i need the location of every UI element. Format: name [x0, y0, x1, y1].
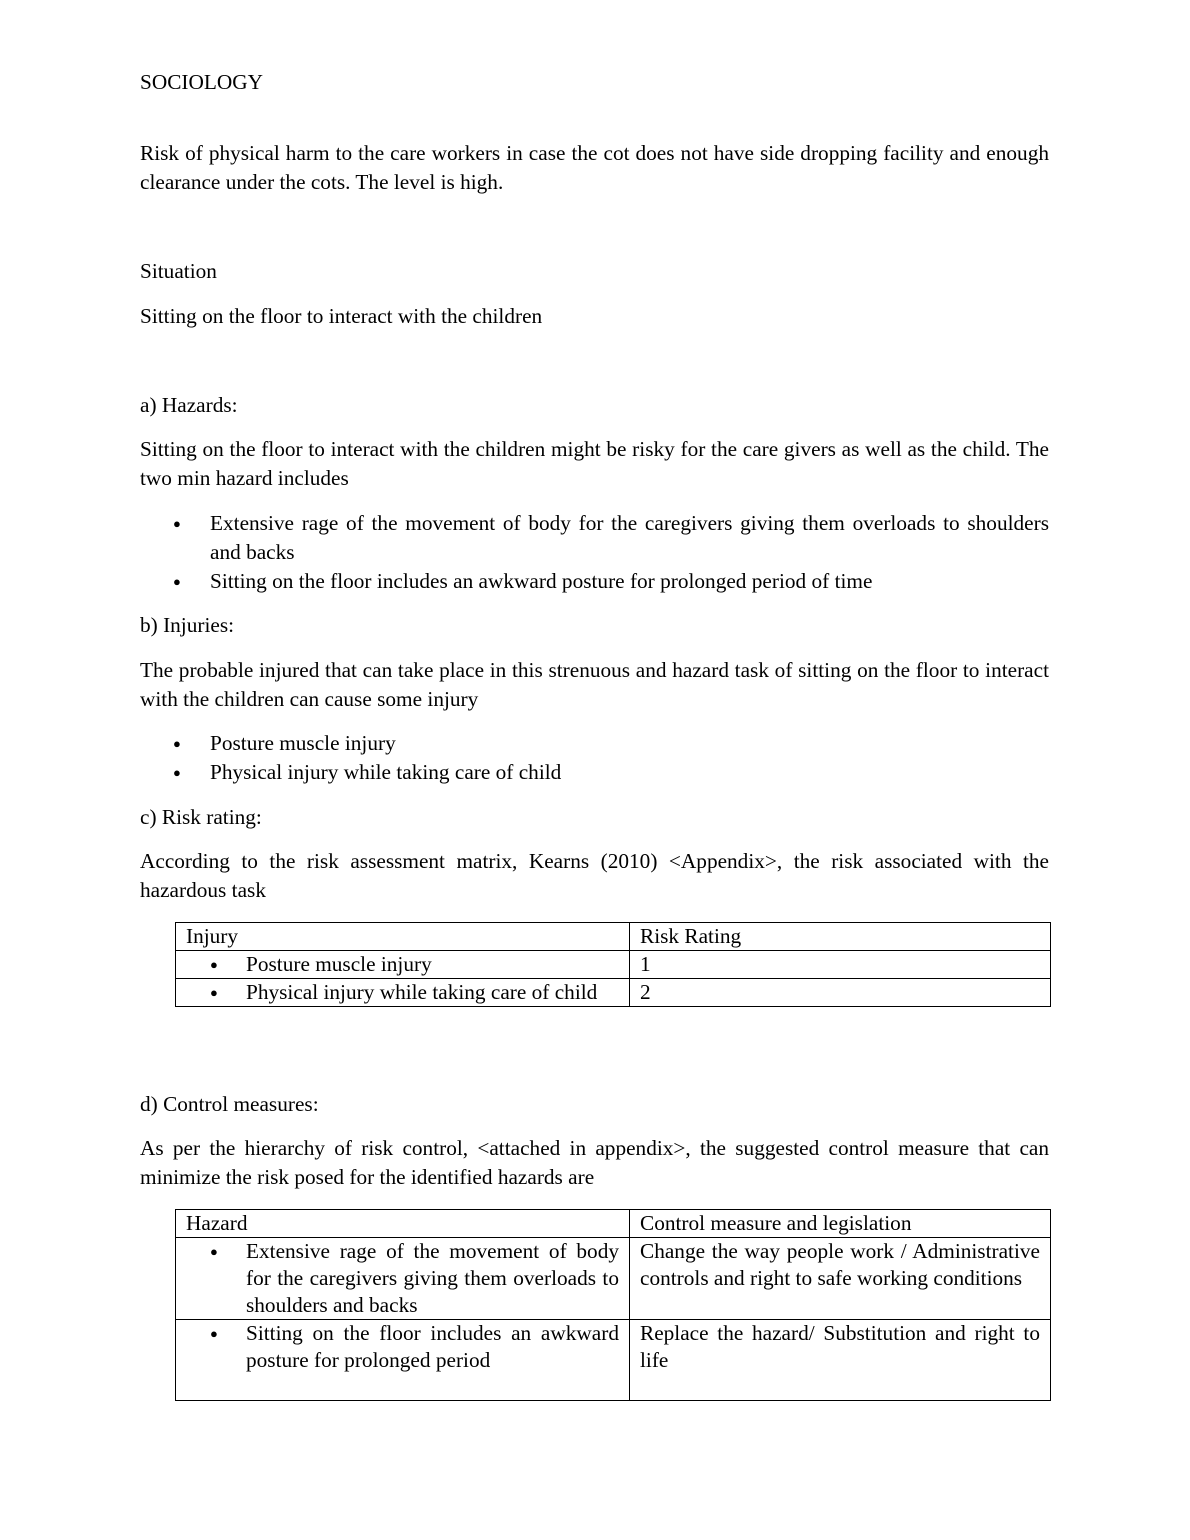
table-row	[176, 951, 1051, 979]
injury-text: ● Posture muscle injury	[176, 951, 619, 978]
list-item: ● Physical injury while taking care of child	[140, 758, 1049, 787]
table-cell	[630, 1320, 1051, 1401]
table-cell: 1	[630, 951, 1051, 979]
injuries-heading: b) Injuries:	[140, 613, 235, 637]
document-header-title: SOCIOLOGY	[140, 70, 264, 94]
hazards-list	[140, 509, 1049, 596]
table-cell	[630, 1238, 1051, 1320]
table-header-cell: Control measure and legislation	[630, 1210, 1051, 1238]
table-row	[176, 1320, 1051, 1401]
control-measures-table	[175, 1209, 1051, 1401]
risk-rating-paragraph: According to the risk assessment matrix, Kearns (2010) <Appendix>, the risk associated with the hazardous task	[140, 849, 1049, 902]
table-cell	[176, 1320, 630, 1401]
injury-text: ● Physical injury while taking care of child	[176, 979, 619, 1006]
situation-text: Sitting on the floor to interact with the children	[140, 304, 543, 328]
list-item: ● Sitting on the floor includes an awkward posture for prolonged period of time	[140, 567, 1049, 596]
measure-text: Replace the hazard/ Substitution and right to life	[640, 1321, 1040, 1372]
list-item: ● Posture muscle injury	[140, 729, 1049, 758]
hazard-text: ● Sitting on the floor includes an awkward posture for prolonged period	[176, 1320, 619, 1374]
hazards-heading: a) Hazards:	[140, 393, 238, 417]
table-header-row	[176, 923, 1051, 951]
hazard-text: ● Extensive rage of the movement of body for the caregivers giving them overloads to shoulders and backs	[176, 1238, 619, 1319]
control-measures-paragraph: As per the hierarchy of risk control, <attached in appendix>, the suggested control measure that can minimize the risk posed for the identified hazards are	[140, 1136, 1049, 1189]
situation-heading: Situation	[140, 259, 217, 283]
table-header-cell: Hazard	[176, 1210, 630, 1238]
table-header-cell: Injury	[176, 923, 630, 951]
table-row	[176, 979, 1051, 1007]
table-header-cell: Risk Rating	[630, 923, 1051, 951]
table-cell: 2	[630, 979, 1051, 1007]
risk-rating-heading: c) Risk rating:	[140, 805, 262, 829]
table-header-row	[176, 1210, 1051, 1238]
injuries-paragraph: The probable injured that can take place in this strenuous and hazard task of sitting on the floor to interact with the children can cause some injury	[140, 658, 1049, 711]
risk-rating-table	[175, 922, 1051, 1007]
measure-text: Change the way people work / Administrative controls and right to safe working conditions	[640, 1239, 1040, 1290]
intro-paragraph: Risk of physical harm to the care workers in case the cot does not have side dropping facility and enough clearance under the cots. The level is high.	[140, 141, 1049, 194]
list-item: ● Extensive rage of the movement of body for the caregivers giving them overloads to shoulders and backs	[140, 509, 1049, 567]
table-cell	[176, 979, 630, 1007]
injuries-list	[140, 729, 1049, 787]
table-cell	[176, 1238, 630, 1320]
hazards-paragraph: Sitting on the floor to interact with the children might be risky for the care givers as well as the child. The two min hazard includes	[140, 437, 1049, 490]
table-row	[176, 1238, 1051, 1320]
table-cell	[176, 951, 630, 979]
control-measures-heading: d) Control measures:	[140, 1092, 319, 1116]
